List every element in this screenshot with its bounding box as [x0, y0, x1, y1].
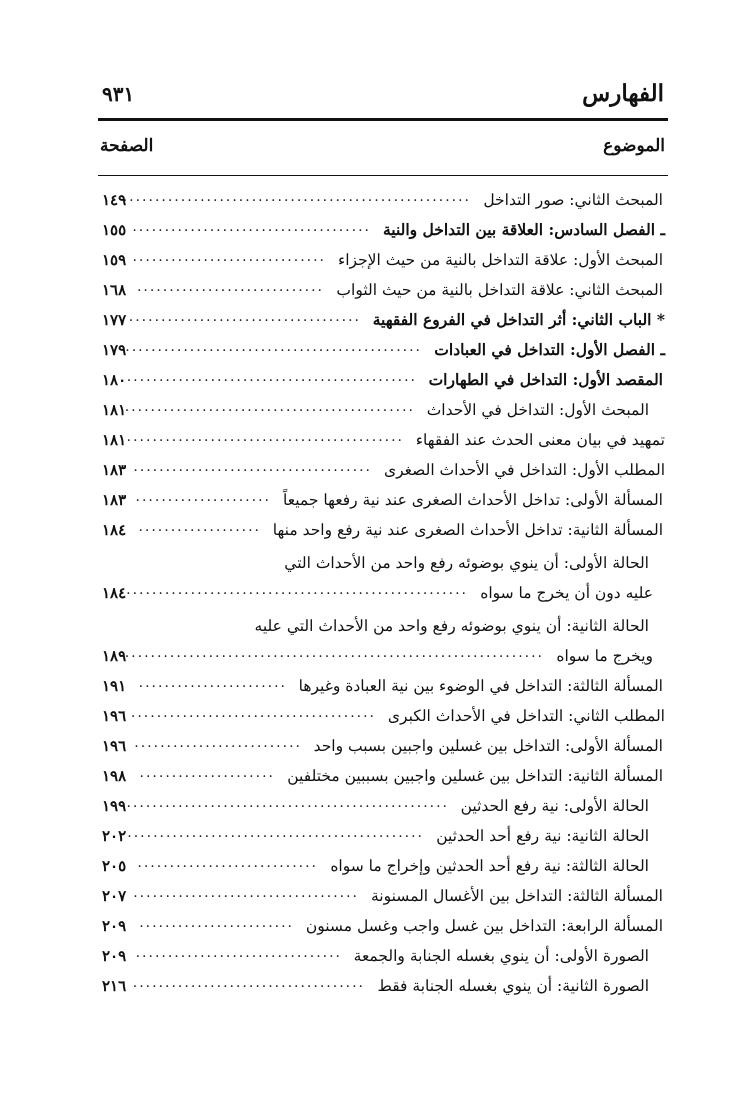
page-title: الفهارس — [582, 80, 664, 107]
toc-entry-title: المسألة الأولى: التداخل بين غسلين واجبين بسبب واحد — [313, 737, 663, 755]
dot-leader: ............................. — [136, 279, 324, 295]
dot-leader: ................................ — [135, 945, 342, 961]
toc-entry-page: ١٨٣ — [102, 491, 127, 509]
toc-entry[interactable] — [102, 549, 665, 577]
toc-entry[interactable] — [102, 366, 665, 394]
toc-entry-page: ١٩١ — [102, 677, 127, 695]
toc-entry-title: المبحث الثاني: علاقة التداخل بالنية من حيث الثواب — [336, 281, 663, 299]
toc-entry-title: الصورة الأولى: أن ينوي بغسله الجنابة والجمعة — [353, 947, 649, 965]
toc-entry[interactable] — [102, 972, 665, 1000]
toc-entry-title: المسألة الرابعة: التداخل بين غسل واجب وغسل مسنون — [305, 917, 663, 935]
toc-entry[interactable] — [102, 732, 665, 760]
dot-leader: ............................................. — [124, 399, 415, 415]
toc-entry-title: عليه دون أن يخرج ما سواه — [480, 584, 653, 602]
dot-leader: ........................................... — [126, 429, 404, 445]
dot-leader: .......................... — [134, 735, 302, 751]
toc-entry[interactable] — [102, 276, 665, 304]
column-header-topic: الموضوع — [603, 136, 665, 156]
toc-entry[interactable] — [102, 246, 665, 274]
toc-entry-title: * الباب الثاني: أثر التداخل في الفروع الفقهية — [372, 310, 665, 329]
dot-leader: ....................... — [138, 675, 287, 691]
toc-entry-page: ٢٠٩ — [102, 947, 127, 965]
dot-leader: .................................................................. — [118, 645, 544, 661]
dot-leader: ...................................... — [130, 705, 376, 721]
toc-entry-title: المقصد الأول: التداخل في الطهارات — [428, 370, 663, 389]
dot-leader: ...................................................... — [122, 189, 471, 205]
toc-entry-page: ٢١٦ — [102, 977, 127, 995]
toc-entry-page: ١٨١ — [102, 431, 127, 449]
toc-entry-page: ١٧٧ — [102, 311, 127, 329]
dot-leader: ................... — [138, 519, 261, 535]
toc-entry-title: المطلب الأول: التداخل في الأحداث الصغرى — [384, 461, 665, 479]
toc-entry-title: ويخرج ما سواه — [556, 647, 653, 665]
toc-entry-title: ـ الفصل السادس: العلاقة بين التداخل والنية — [382, 220, 665, 239]
toc-entry[interactable] — [102, 612, 665, 640]
dot-leader: .............................. — [132, 249, 326, 265]
dot-leader: ..................................................... — [126, 582, 468, 598]
dot-leader: ................................... — [133, 885, 359, 901]
toc-entry[interactable] — [102, 336, 665, 364]
toc-entry-page: ١٩٩ — [102, 797, 127, 815]
toc-entry-page: ١٨٣ — [102, 461, 127, 479]
toc-entry[interactable] — [102, 822, 665, 850]
toc-entry-page: ١٨٠ — [102, 371, 127, 389]
column-header-rule — [98, 175, 668, 176]
toc-entry-title: الحالة الأولى: أن ينوي بوضوئه رفع واحد من الأحداث التي — [284, 554, 649, 572]
toc-entry[interactable] — [102, 306, 665, 334]
toc-entry-title: الحالة الثانية: أن ينوي بوضوئه رفع واحد من الأحداث التي عليه — [254, 617, 649, 635]
toc-entry[interactable] — [102, 426, 665, 454]
dot-leader: ..................................... — [133, 459, 372, 475]
toc-entry[interactable] — [102, 912, 665, 940]
dot-leader: .................................... — [128, 309, 361, 325]
toc-entry-title: الحالة الثانية: نية رفع أحد الحدثين — [436, 827, 649, 845]
toc-entry-title: المسألة الثانية: تداخل الأحداث الصغرى عند نية رفع واحد منها — [272, 521, 663, 539]
dot-leader: ..................... — [139, 765, 275, 781]
page-number: ٩٣١ — [102, 82, 135, 106]
toc-entry-page: ١٩٦ — [102, 707, 127, 725]
toc-entry-page: ٢٠٢ — [102, 827, 127, 845]
toc-entry[interactable] — [102, 882, 665, 910]
toc-entry-title: الحالة الثالثة: نية رفع أحد الحدثين وإخراج ما سواه — [330, 857, 649, 875]
toc-entry-page: ١٥٩ — [102, 251, 127, 269]
toc-entry-page: ١٩٨ — [102, 767, 127, 785]
toc-entry-title: المبحث الثاني: صور التداخل — [483, 191, 663, 209]
toc-entry[interactable] — [102, 396, 665, 424]
toc-entry[interactable] — [102, 762, 665, 790]
toc-entry[interactable] — [102, 642, 665, 670]
toc-entry-title: الصورة الثانية: أن ينوي بغسله الجنابة فقط — [377, 977, 649, 995]
toc-entry-page: ١٦٨ — [102, 281, 127, 299]
toc-entry-title: الحالة الأولى: نية رفع الحدثين — [460, 797, 649, 815]
toc-entry-title: المسألة الثالثة: التداخل في الوضوء بين نية العبادة وغيرها — [298, 677, 663, 695]
toc-entry-page: ١٨٩ — [102, 647, 127, 665]
toc-entry[interactable] — [102, 852, 665, 880]
toc-entry-page: ٢٠٧ — [102, 887, 127, 905]
toc-entry[interactable] — [102, 792, 665, 820]
toc-entry-title: المطلب الثاني: التداخل في الأحداث الكبرى — [387, 707, 665, 725]
toc-entry[interactable] — [102, 456, 665, 484]
toc-entry-title: المبحث الأول: علاقة التداخل بالنية من حيث الإجزاء — [337, 251, 663, 269]
toc-entry-title: ـ الفصل الأول: التداخل في العبادات — [434, 340, 665, 359]
toc-entry[interactable] — [102, 672, 665, 700]
toc-entry[interactable] — [102, 186, 665, 214]
toc-entry[interactable] — [102, 579, 665, 607]
toc-entry-title: المسألة الثانية: التداخل بين غسلين واجبين بسببين مختلفين — [287, 767, 663, 785]
dot-leader: ........................ — [139, 915, 294, 931]
toc-entry[interactable] — [102, 942, 665, 970]
toc-entry[interactable] — [102, 216, 665, 244]
page-header — [102, 80, 664, 116]
dot-leader: ..................................... — [132, 219, 371, 235]
toc-entry[interactable] — [102, 516, 665, 544]
toc-entry-title: المبحث الأول: التداخل في الأحداث — [426, 401, 649, 419]
toc-entry-page: ٢٠٥ — [102, 857, 127, 875]
toc-entry-page: ١٤٩ — [102, 191, 127, 209]
dot-leader: .................................................. — [126, 795, 449, 811]
toc-entry-page: ١٨١ — [102, 401, 127, 419]
toc-entry-page: ١٨٤ — [102, 521, 127, 539]
column-header-page: الصفحة — [100, 136, 154, 156]
header-rule — [98, 118, 668, 121]
toc-entry-title: المسألة الأولى: تداخل الأحداث الصغرى عند نية رفعها جميعاً — [283, 491, 663, 509]
dot-leader: .............................................. — [127, 825, 424, 841]
toc-entry-page: ١٥٥ — [102, 221, 127, 239]
toc-entry-title: تمهيد في بيان معنى الحدث عند الفقهاء — [415, 431, 665, 449]
dot-leader: ............................................. — [126, 369, 417, 385]
dot-leader: ..................... — [135, 489, 271, 505]
dot-leader: .................................... — [132, 975, 365, 991]
dot-leader: .............................................. — [125, 339, 422, 355]
toc-entry[interactable] — [102, 702, 665, 730]
toc-entry-page: ١٧٩ — [102, 341, 127, 359]
toc-entry-page: ١٩٦ — [102, 737, 127, 755]
dot-leader: ............................ — [137, 855, 318, 871]
toc-entry[interactable] — [102, 486, 665, 514]
toc-entry-title: المسألة الثالثة: التداخل بين الأغسال المسنونة — [370, 887, 663, 905]
toc-entry-page: ١٨٤ — [102, 584, 127, 602]
toc-entry-page: ٢٠٩ — [102, 917, 127, 935]
